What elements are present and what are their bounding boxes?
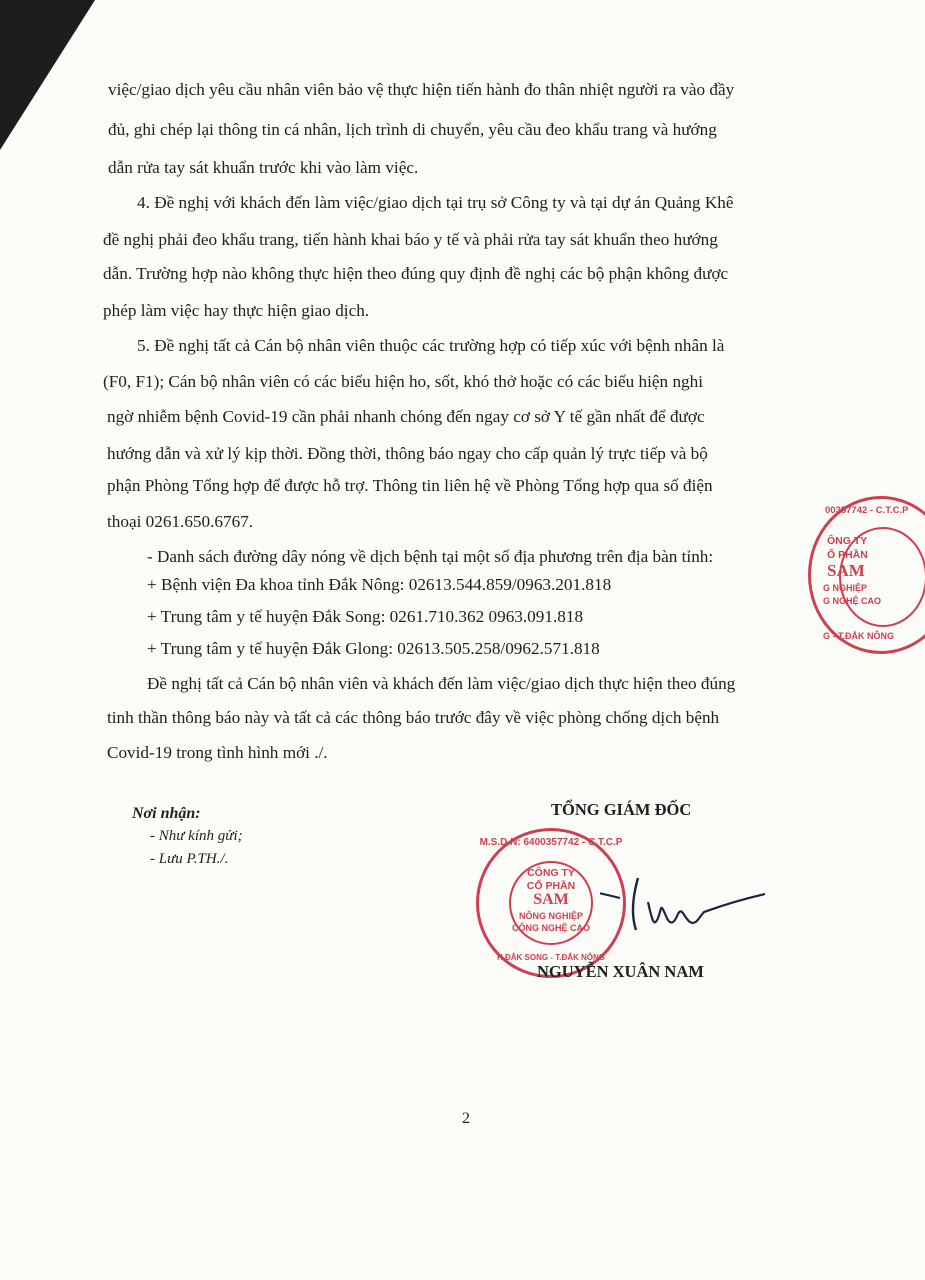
body-line: dẫn rửa tay sát khuẩn trước khi vào làm việc. [108, 158, 419, 177]
hotline-item: + Trung tâm y tế huyện Đắk Song: 0261.710.362 0963.091.818 [147, 607, 584, 626]
seal-text: CỔ PHẦN [526, 880, 576, 892]
seal-text: G NGHIỆP [823, 583, 868, 593]
seal-ring-text: H.ĐẮK SONG - T.ĐẮK NÔNG [497, 953, 605, 962]
body-line: 4. Đề nghị với khách đến làm việc/giao dịch tại trụ sở Công ty và tại dự án Quảng Khê [137, 193, 734, 212]
body-line: đề nghị phải đeo khẩu trang, tiến hành khai báo y tế và phải rửa tay sát khuẩn theo hướng [103, 230, 718, 249]
seal-text: G NGHỆ CAO [823, 596, 882, 606]
body-line: tinh thần thông báo này và tất cả các thông báo trước đây về việc phòng chống dịch bệnh [107, 708, 720, 727]
seal-text: Ổ PHẦN [827, 549, 868, 561]
body-line: đủ, ghi chép lại thông tin cá nhân, lịch trình di chuyển, yêu cầu đeo khẩu trang và hướng [108, 120, 717, 139]
seal-text: ÔNG TY [827, 535, 868, 547]
body-line: 5. Đề nghị tất cả Cán bộ nhân viên thuộc các trường hợp có tiếp xúc với bệnh nhân là [137, 336, 725, 355]
seal-text: SAM [827, 561, 865, 580]
recipient-item: - Lưu P.TH./. [150, 851, 229, 867]
body-line: phận Phòng Tổng hợp để được hỗ trợ. Thông tin liên hệ về Phòng Tổng hợp qua số điện [107, 476, 713, 495]
body-line: ngờ nhiễm bệnh Covid-19 cần phải nhanh chóng đến ngay cơ sở Y tế gần nhất để được [107, 407, 705, 426]
hotline-heading: - Danh sách đường dây nóng về dịch bệnh tại một số địa phương trên địa bàn tỉnh: [147, 547, 714, 566]
body-line: Đề nghị tất cả Cán bộ nhân viên và khách đến làm việc/giao dịch thực hiện theo đúng [147, 674, 736, 693]
recipients-heading: Nơi nhận: [132, 805, 201, 822]
body-line: dẫn. Trường hợp nào không thực hiện theo đúng quy định đề nghị các bộ phận không được [103, 264, 729, 283]
body-line: thoại 0261.650.6767. [107, 512, 254, 531]
page-number: 2 [462, 1110, 470, 1127]
seal-ring-text: M.S.D.N: 6400357742 - C.T.C.P [479, 837, 623, 848]
body-line: phép làm việc hay thực hiện giao dịch. [103, 301, 370, 320]
body-line: Covid-19 trong tình hình mới ./. [107, 743, 328, 762]
seal-text: CÔNG NGHỆ CAO [511, 923, 590, 933]
seal-text: CÔNG TY [527, 867, 575, 879]
seal-text: NÔNG NGHIỆP [518, 911, 583, 921]
body-line: việc/giao dịch yêu cầu nhân viên bảo vệ thực hiện tiến hành đo thân nhiệt người ra vào đầy [108, 80, 735, 99]
recipient-item: - Như kính gửi; [150, 828, 243, 844]
seal-text: SAM [533, 891, 569, 908]
seal-ring-text: G - T.ĐẮK NÔNG [823, 631, 894, 641]
body-line: hướng dẫn và xử lý kịp thời. Đồng thời, thông báo ngay cho cấp quản lý trực tiếp và bộ [107, 444, 708, 463]
hotline-item: + Trung tâm y tế huyện Đắk Glong: 02613.505.258/0962.571.818 [147, 639, 600, 658]
signatory-title: TỔNG GIÁM ĐỐC [551, 800, 692, 819]
seal-ring-text: 00357742 - C.T.C.P [825, 505, 909, 516]
handwritten-signature [600, 872, 770, 942]
body-line: (F0, F1); Cán bộ nhân viên có các biểu hiện ho, sốt, khó thở hoặc có các biểu hiện nghi [103, 372, 704, 391]
hotline-item: + Bệnh viện Đa khoa tỉnh Đắk Nông: 02613.544.859/0963.201.818 [147, 575, 612, 594]
signatory-name: NGUYỄN XUÂN NAM [537, 962, 704, 981]
